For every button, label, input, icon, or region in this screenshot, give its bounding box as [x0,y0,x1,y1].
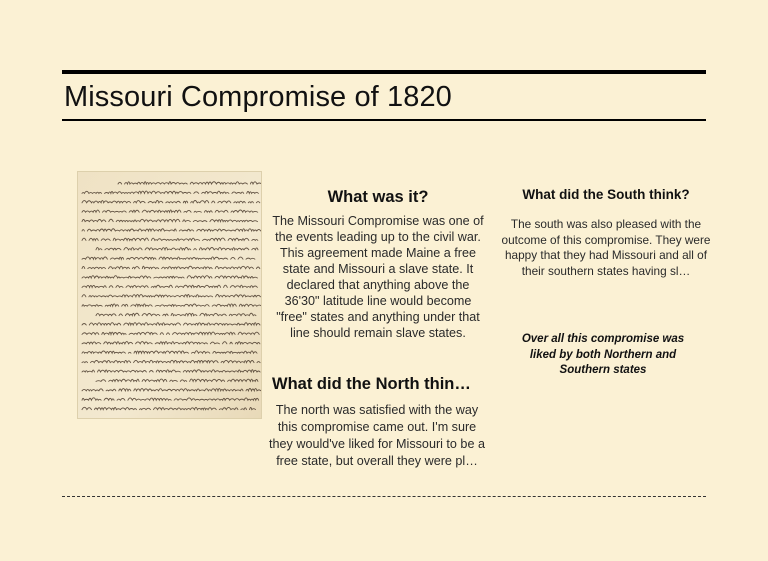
south-heading: What did the South think? [522,187,690,202]
summary-text: Over all this compromise was liked by both Northern and Southern states [521,333,685,376]
what-was-it-heading: What was it? [327,188,429,206]
south-text: The south was also pleased with the outcome of this compromise. They were happy that they had Missouri and all of their southern states having sl… [501,217,711,278]
what-was-it-text: The Missouri Compromise was one of the events leading up to the civil war. This agreement made Maine a free state and Missouri a slave state. It declared that anything above the 36'30" latitude line would become "free" states and anything under that line should remain slave states. [272,214,484,340]
north-heading: What did the North thin… [272,375,471,393]
handwritten-manuscript-image [78,172,261,418]
top-rule [62,70,706,74]
slide-title: Missouri Compromise of 1820 [64,81,452,113]
title-underline-rule [62,119,706,121]
north-text: The north was satisfied with the way this compromise came out. I'm sure they would've liked for Missouri to be a free state, but overall they were pl… [269,403,485,468]
bottom-dashed-rule [62,496,706,497]
